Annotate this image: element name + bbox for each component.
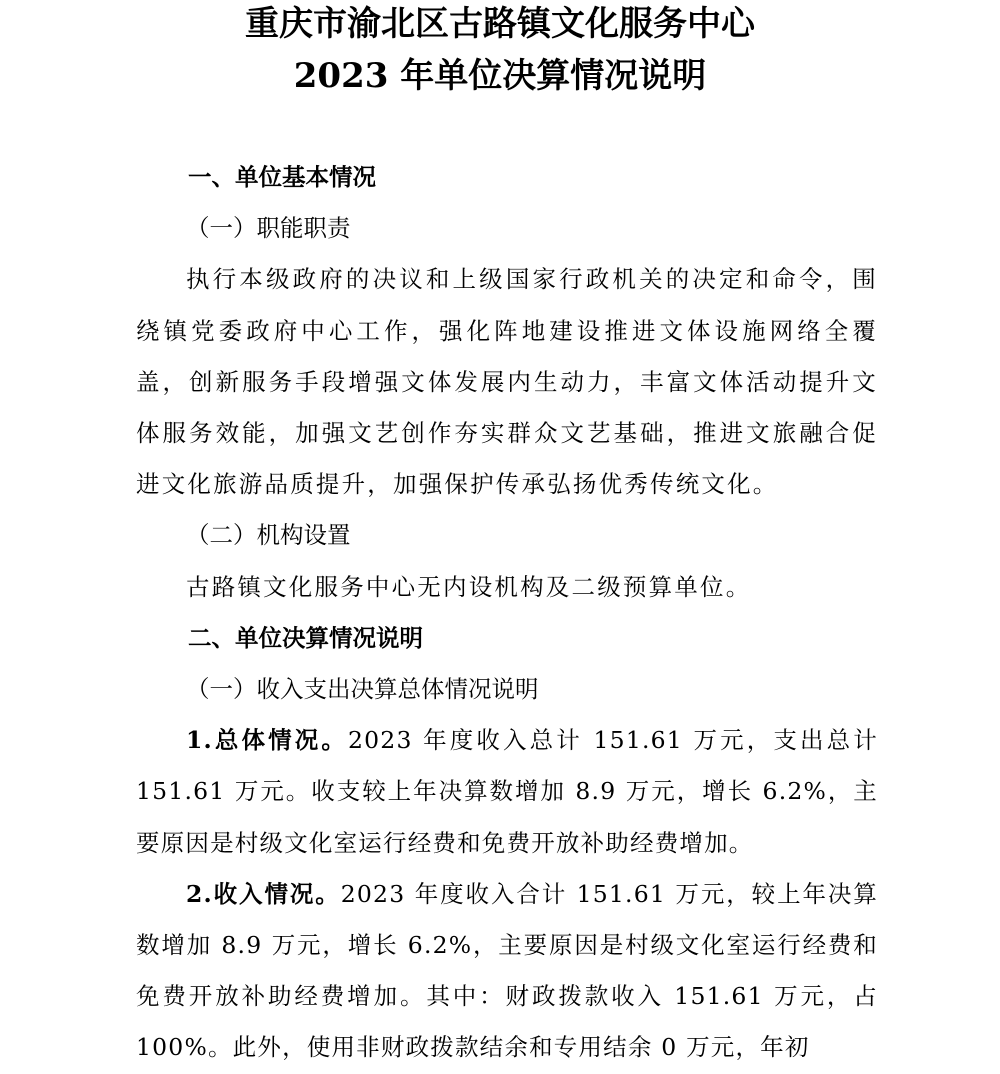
section2-item2-paragraph <box>136 869 878 1074</box>
section2-item2-label: 2.收入情况。 <box>186 879 341 908</box>
document-title-line2: 2023 年单位决算情况说明 <box>293 56 707 96</box>
section1-heading: 一、单位基本情况 <box>188 163 376 191</box>
section2-sub1-heading: （一）收入支出决算总体情况说明 <box>186 675 539 704</box>
section1-sub2-heading: （二）机构设置 <box>186 521 351 550</box>
section2-item1-label: 1.总体情况。 <box>186 726 348 755</box>
section2-heading: 二、单位决算情况说明 <box>188 623 423 652</box>
section1-sub1-paragraph: 执行本级政府的决议和上级国家行政机关的决定和命令，围绕镇党委政府中心工作，强化阵地建设推进文体设施网络全覆盖，创新服务手段增强文体发展内生动力，丰富文体活动提升文体服务效能，加强文艺创作夯实群众文艺基础，推进文旅融合促进文化旅游品质提升，加强保护传承弘扬优秀传统文化。 <box>136 265 878 499</box>
section2-item2-text: 2023 年度收入合计 151.61 万元，较上年决算数增加 8.9 万元，增长 6.2%，主要原因是村级文化室运行经费和免费开放补助经费增加。其中：财政拨款收入 151.61 万元，占 100%。此外，使用非财政拨款结余和专用结余 0 万元，年初 <box>136 879 879 1062</box>
document-title-line1: 重庆市渝北区古路镇文化服务中心 <box>245 4 755 44</box>
section1-sub1-heading: （一）职能职责 <box>186 214 351 243</box>
document-body <box>136 152 878 1074</box>
section1-sub2-paragraph: 古路镇文化服务中心无内设机构及二级预算单位。 <box>186 572 752 601</box>
section2-item1-paragraph <box>136 715 878 869</box>
section2-item1-text: 2023 年度收入总计 151.61 万元，支出总计 151.61 万元。收支较上年决算数增加 8.9 万元，增长 6.2%，主要原因是村级文化室运行经费和免费开放补助经费增加。 <box>136 726 878 857</box>
